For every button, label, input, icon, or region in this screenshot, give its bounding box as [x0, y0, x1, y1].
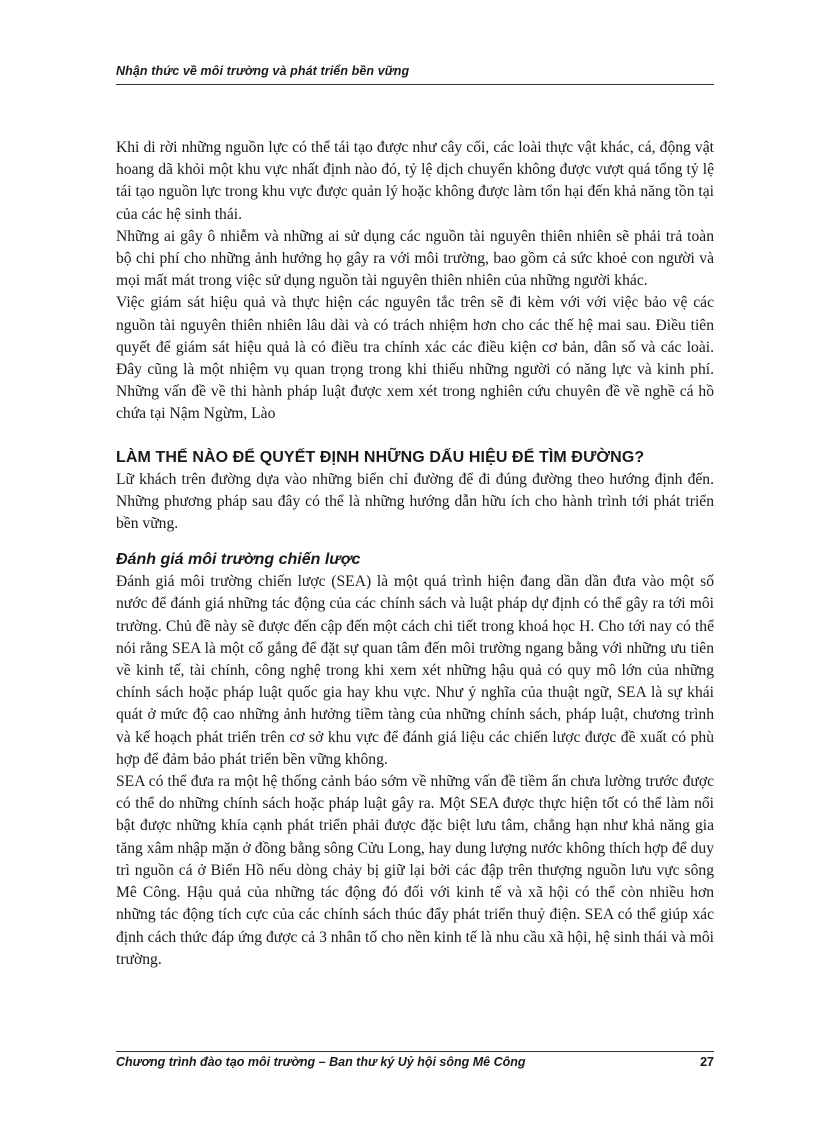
paragraph-sea-warning: SEA có thể đưa ra một hệ thống cảnh báo sớm về những vấn đề tiềm ẩn chưa lường trước được có thể do những chính sách hoặc pháp luật gây ra. Một SEA được thực hiện tốt có thể làm nổi bật được những khía cạnh phát triển phải được đặc biệt lưu tâm, chẳng hạn như khả năng gia tăng xâm nhập mặn ở đồng bằng sông Cửu Long, hay dung lượng nước không thích hợp để duy trì nguồn cá ở Biển Hồ nếu dòng chảy bị giữ lại bởi các đập trên thượng nguồn lưu vực sông Mê Công. Hậu quả của những tác động đó đối với kinh tế và xã hội có thể còn nhiều hơn những tác động tích cực của các chính sách thúc đẩy phát triển thuỷ điện. SEA có thể giúp xác định cách thức đáp ứng được cả 3 nhân tố cho nền kinh tế là nhu cầu xã hội, hệ sinh thái và môi trường. — [116, 773, 714, 968]
subsection-heading: Đánh giá môi trường chiến lược — [116, 551, 361, 569]
footer-divider — [116, 1051, 714, 1052]
page-number: 27 — [700, 1055, 714, 1069]
running-header: Nhận thức về môi trường và phát triển bền vững — [116, 64, 410, 78]
header-divider — [116, 84, 714, 85]
paragraph-renewable-resources: Khi di rời những nguồn lực có thể tái tạo được như cây cối, các loài thực vật khác, cá, động vật hoang dã khỏi một khu vực nhất định nào đó, tỷ lệ dịch chuyển không được vượt quá tổng tỷ lệ tái tạo nguồn lực trong khu vực được quản lý hoặc không được làm tổn hại đến khả năng tồn tại của các hệ sinh thái. — [116, 139, 714, 223]
footer-text: Chương trình đào tạo môi trường – Ban thư ký Uỷ hội sông Mê Công — [116, 1055, 526, 1069]
running-footer — [116, 1055, 714, 1069]
paragraph-monitoring: Việc giám sát hiệu quả và thực hiện các nguyên tắc trên sẽ đi kèm với với việc bảo vệ các nguồn tài nguyên thiên nhiên lâu dài và có trách nhiệm hơn cho các thế hệ mai sau. Điều tiên quyết để giám sát hiệu quả là có điều tra chính xác các điều kiện cơ bản, dân số và các loài. Đây cũng là một nhiệm vụ quan trọng trong khi thiếu những người có năng lực và kinh phí. Những vấn đề về thi hành pháp luật được xem xét trong nghiên cứu chuyên đề về nghề cá hồ chứa tại Nậm Ngừm, Lào — [116, 294, 714, 423]
paragraph-polluter-pays: Những ai gây ô nhiễm và những ai sử dụng các nguồn tài nguyên thiên nhiên sẽ phải trả toàn bộ chi phí cho những ảnh hưởng họ gây ra với môi trường, bao gồm cả sức khoẻ con người và mọi mất mát trong việc sử dụng nguồn tài nguyên thiên nhiên của những người khác. — [116, 227, 714, 290]
paragraph-signposts: Lữ khách trên đường dựa vào những biển chỉ đường để đi đúng đường theo hướng định đến. Những phương pháp sau đây có thể là những hướng dẫn hữu ích cho hành trình tới phát triển bền vững. — [116, 470, 714, 533]
section-heading: LÀM THẾ NÀO ĐỂ QUYẾT ĐỊNH NHỮNG DẤU HIỆU ĐỂ TÌM ĐƯỜNG? — [116, 448, 645, 466]
page-body — [116, 137, 714, 971]
paragraph-sea-definition: Đánh giá môi trường chiến lược (SEA) là một quá trình hiện đang dần dần đưa vào một số nước để đánh giá những tác động của các chính sách và luật pháp dự định có thể gây ra tới môi trường. Chủ đề này sẽ được đến cập đến một cách chi tiết trong khoá học H. Cho tới nay có thể nói rằng SEA là một cố gắng để đặt sự quan tâm đến môi trường ngang bằng với những ưu tiên về kinh tế, tài chính, công nghệ trong khi xem xét những hậu quả có quy mô lớn của những chính sách hoặc pháp luật quốc gia hay khu vực. Như ý nghĩa của thuật ngữ, SEA là sự khái quát ở mức độ cao những ảnh hưởng tiềm tàng của những chính sách, pháp luật, chương trình và kế hoạch phát triển trên cơ sở khu vực để đánh giá liệu các chiến lược được đề xuất có phù hợp để đảm bảo phát triển bền vững không. — [116, 573, 714, 768]
